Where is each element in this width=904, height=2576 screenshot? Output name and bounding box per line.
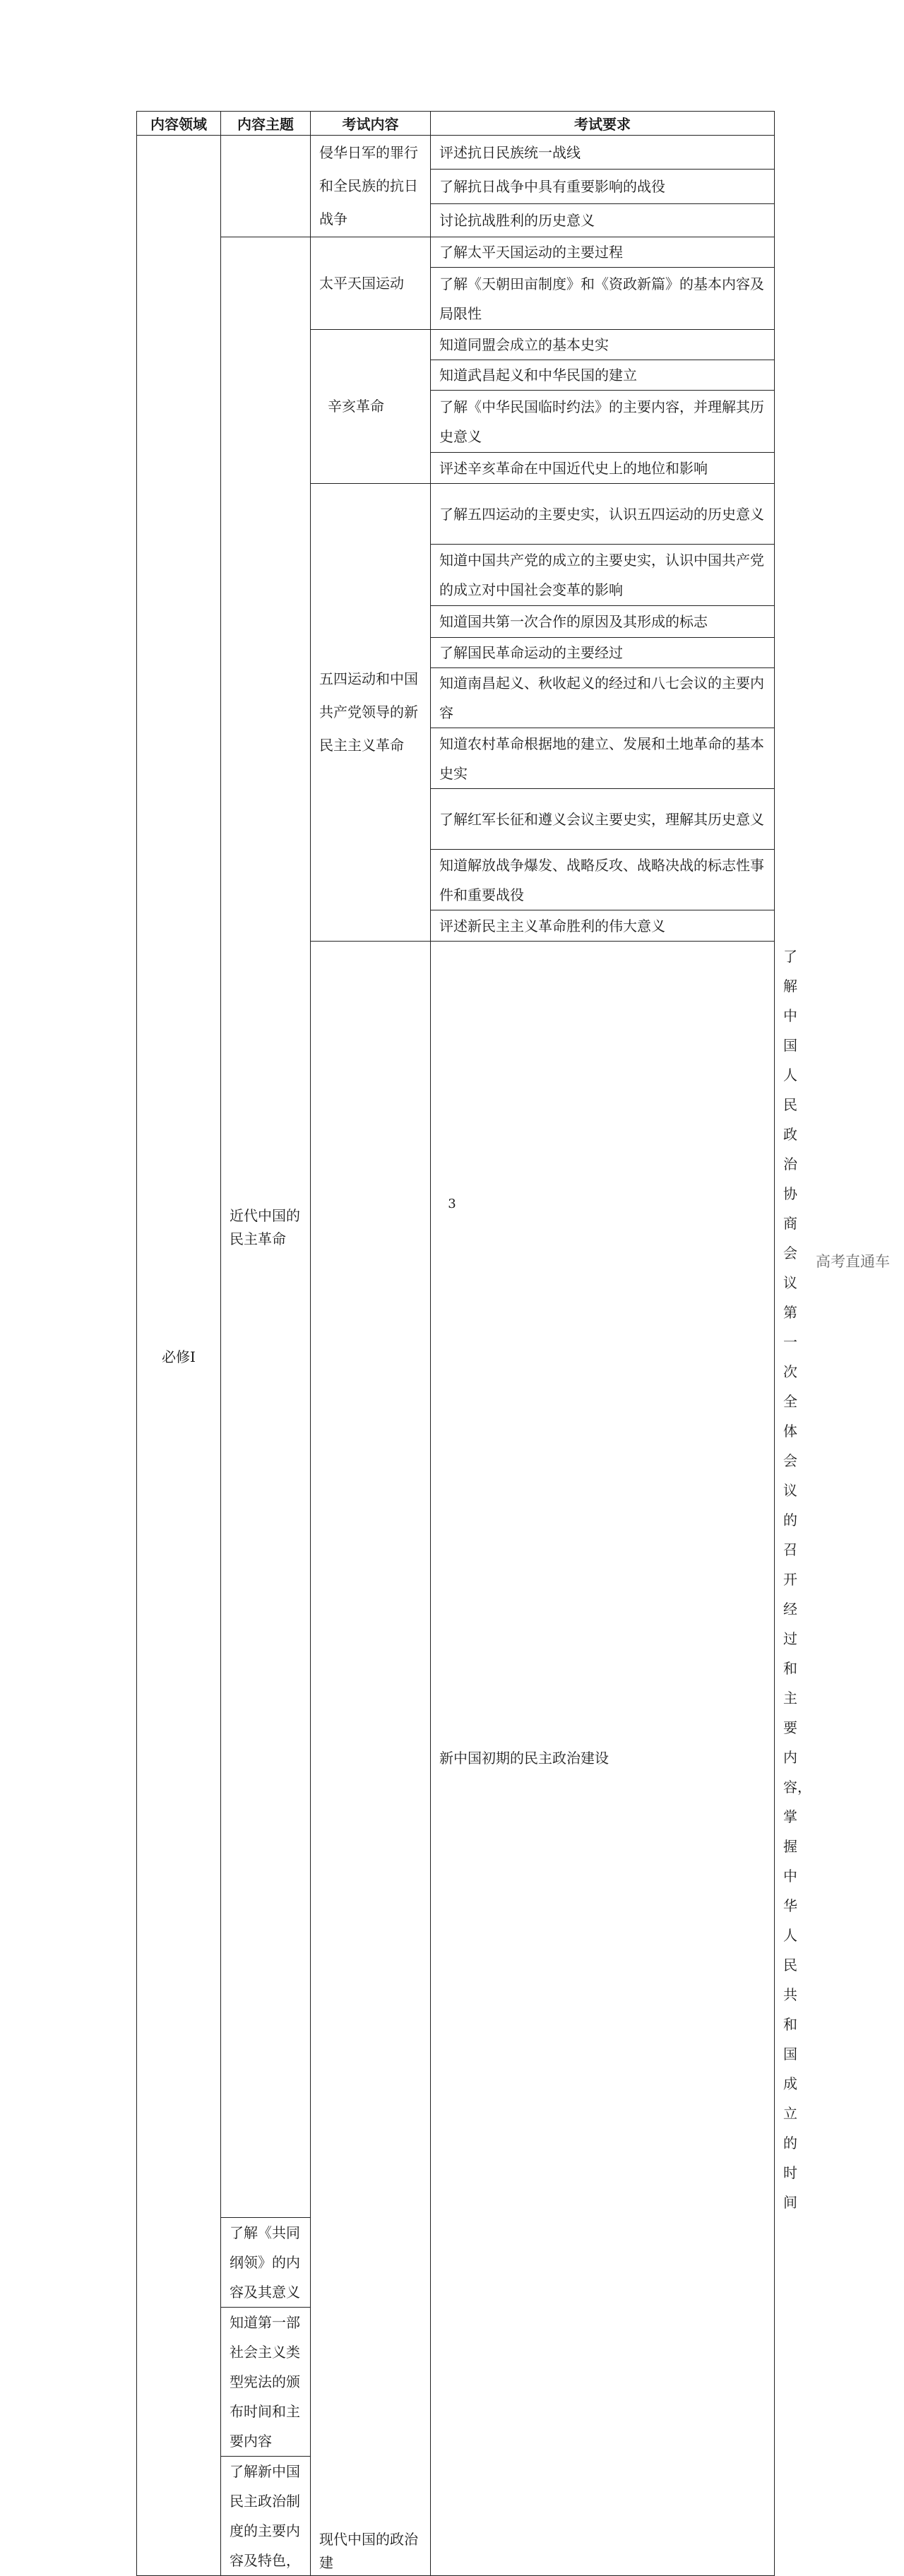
requirement-cell: 评述抗日民族统一战线 — [431, 136, 775, 170]
content-cell: 辛亥革命 — [311, 330, 431, 484]
requirement-cell: 知道第一部社会主义类型宪法的颁布时间和主要内容 — [221, 2308, 311, 2457]
syllabus-table — [136, 111, 811, 2576]
requirement-cell: 知道解放战争爆发、战略反攻、战略决战的标志性事件和重要战役 — [431, 850, 775, 910]
topic-cell-empty — [221, 136, 311, 237]
header-content: 考试内容 — [311, 112, 431, 136]
topic-cell: 现代中国的政治建 — [311, 942, 431, 2576]
watermark: 高考直通车 — [816, 1253, 890, 1270]
content-cell: 新中国初期的民主政治建设 — [431, 942, 775, 2576]
content-cell: 太平天国运动 — [311, 237, 431, 330]
requirement-cell: 知道同盟会成立的基本史实 — [431, 330, 775, 360]
requirement-cell: 了解五四运动的主要史实，认识五四运动的历史意义 — [431, 484, 775, 545]
requirement-cell: 了解新中国民主政治制度的主要内容及特色， — [221, 2457, 311, 2576]
header-area: 内容领域 — [137, 112, 221, 136]
requirement-cell: 知道南昌起义、秋收起义的经过和八七会议的主要内容 — [431, 668, 775, 728]
table-row: 现代中国的政治建 新中国初期的民主政治建设 了解中国人民政治协商会议第一次全体会议的召开经过和主要内容，掌握中华人民共和国成立的时间 — [137, 942, 775, 2218]
page-number: 3 — [448, 1197, 456, 1211]
requirement-cell: 了解抗日战争中具有重要影响的战役 — [431, 170, 775, 203]
topic-cell: 近代中国的民主革命 — [221, 237, 311, 2218]
requirement-cell: 知道国共第一次合作的原因及其形成的标志 — [431, 606, 775, 638]
requirement-cell: 讨论抗战胜利的历史意义 — [431, 203, 775, 237]
table-row — [137, 136, 775, 170]
table-header-row — [137, 112, 775, 136]
header-requirement: 考试要求 — [431, 112, 775, 136]
requirement-cell: 了解太平天国运动的主要过程 — [431, 237, 775, 268]
header-topic: 内容主题 — [221, 112, 311, 136]
content-cell: 五四运动和中国共产党领导的新民主主义革命 — [311, 484, 431, 942]
requirement-cell: 了解《中华民国临时约法》的主要内容，并理解其历史意义 — [431, 391, 775, 453]
requirement-cell: 了解国民革命运动的主要经过 — [431, 638, 775, 668]
content-cell: 侵华日军的罪行和全民族的抗日战争 — [311, 136, 431, 237]
area-cell: 必修Ⅰ — [137, 136, 221, 2576]
requirement-cell: 了解《共同纲领》的内容及其意义 — [221, 2218, 311, 2308]
requirement-cell: 了解《天朝田亩制度》和《资政新篇》的基本内容及局限性 — [431, 268, 775, 330]
requirement-cell: 知道中国共产党的成立的主要史实，认识中国共产党的成立对中国社会变革的影响 — [431, 545, 775, 606]
requirement-cell: 评述辛亥革命在中国近代史上的地位和影响 — [431, 453, 775, 484]
table-row — [137, 237, 775, 268]
requirement-cell: 知道武昌起义和中华民国的建立 — [431, 360, 775, 391]
requirement-cell: 知道农村革命根据地的建立、发展和土地革命的基本史实 — [431, 728, 775, 789]
requirement-cell: 评述新民主主义革命胜利的伟大意义 — [431, 910, 775, 942]
requirement-cell: 了解红军长征和遵义会议主要史实，理解其历史意义 — [431, 789, 775, 850]
